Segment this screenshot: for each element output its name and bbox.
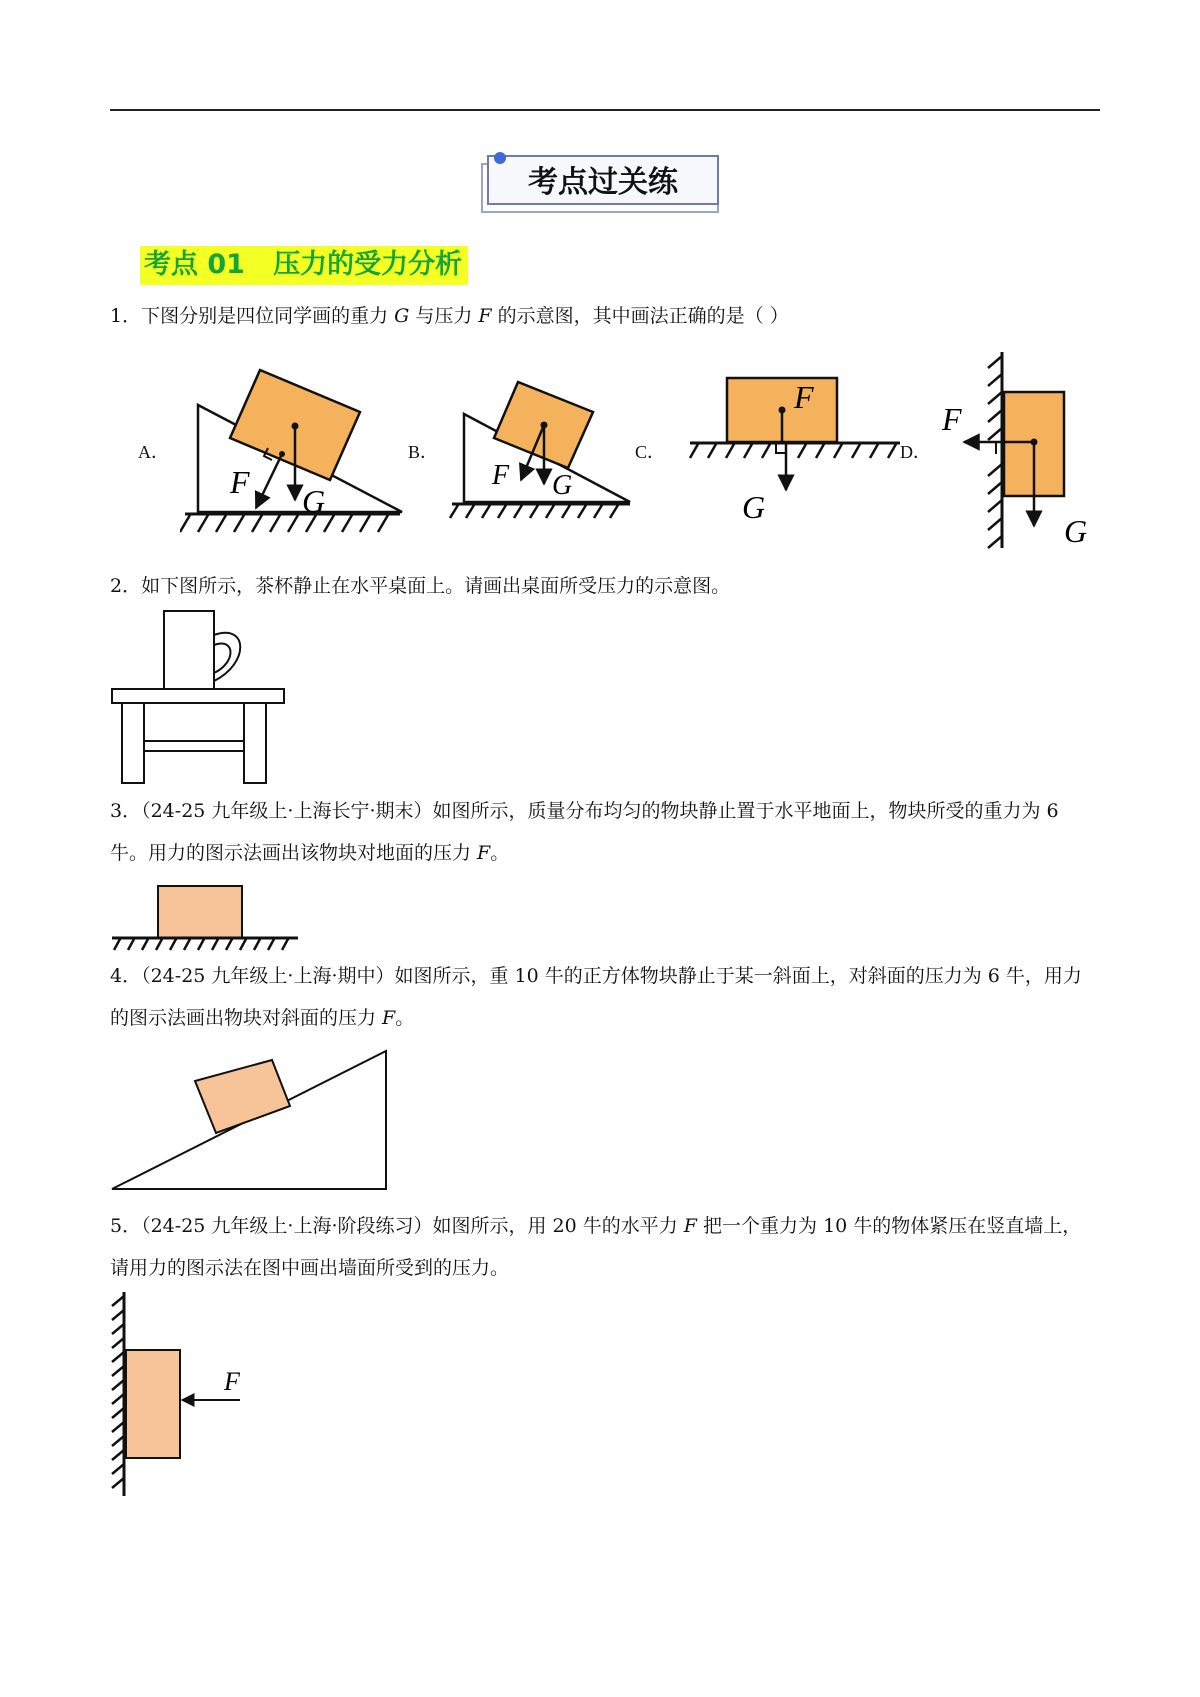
question-number: 2． bbox=[110, 575, 142, 597]
figure-2-cup-on-table bbox=[108, 605, 288, 785]
question-number: 1． bbox=[110, 305, 142, 327]
question-text: 如下图所示，茶杯静止在水平桌面上。请画出桌面所受压力的示意图。 bbox=[141, 575, 731, 597]
section-label: 考点 01 bbox=[144, 249, 245, 280]
question-5 bbox=[110, 1205, 1100, 1289]
question-text: 把一个重力为 10 牛的物体紧压在竖直墙上，请用力的图示法在图中画出墙面所受到的压力。 bbox=[110, 1215, 1082, 1279]
table-top bbox=[112, 689, 284, 703]
header-rule bbox=[110, 109, 1100, 111]
symbol-f: F bbox=[477, 842, 491, 864]
question-text: 与压力 bbox=[409, 305, 479, 327]
question-4 bbox=[110, 955, 1100, 1039]
label-f: F bbox=[794, 379, 814, 415]
figure-1d-wall bbox=[940, 350, 1100, 550]
cup bbox=[164, 611, 214, 689]
label-g: G bbox=[302, 483, 326, 519]
section-title-text: 压力的受力分析 bbox=[273, 249, 463, 280]
label-g: G bbox=[552, 470, 573, 501]
block bbox=[126, 1350, 180, 1458]
question-number: 3． bbox=[110, 800, 142, 822]
question-number: 4． bbox=[110, 965, 142, 987]
question-text: 的示意图，其中画法正确的是（ ） bbox=[491, 305, 789, 327]
figure-1c-flat bbox=[680, 370, 910, 530]
banner-frame bbox=[480, 150, 724, 214]
option-c: C． bbox=[635, 442, 666, 462]
symbol-f: F bbox=[683, 1215, 697, 1237]
symbol-g: G bbox=[394, 305, 410, 327]
question-text: （24-25 九年级上·上海长宁·期末）如图所示，质量分布均匀的物块静止置于水平地面上，物块所受的重力为 6 牛。用力的图示法画出该物块对地面的压力 bbox=[110, 800, 1059, 864]
section-heading bbox=[140, 246, 468, 285]
figure-1b-incline bbox=[440, 372, 640, 522]
option-b: B． bbox=[408, 442, 439, 462]
label-f: F bbox=[492, 460, 510, 491]
ground-hatch bbox=[180, 515, 388, 532]
figure-1a-incline bbox=[180, 360, 410, 540]
option-d: D． bbox=[900, 442, 931, 462]
label-f: F bbox=[230, 464, 250, 500]
label-f: F bbox=[224, 1367, 240, 1396]
symbol-f: F bbox=[382, 1007, 396, 1029]
symbol-f: F bbox=[478, 305, 492, 327]
question-text: （24-25 九年级上·上海·阶段练习）如图所示，用 20 牛的水平力 bbox=[141, 1215, 684, 1237]
label-f: F bbox=[942, 401, 962, 437]
figure-5-block-against-wall bbox=[106, 1290, 266, 1500]
title-banner bbox=[480, 150, 724, 214]
question-text: 下图分别是四位同学画的重力 bbox=[141, 305, 395, 327]
question-text: （24-25 九年级上·上海·期中）如图所示，重 10 牛的正方体物块静止于某一斜面上，对斜面的压力为 6 牛，用力的图示法画出物块对斜面的压力 bbox=[110, 965, 1082, 1029]
banner-title: 考点过关练 bbox=[528, 165, 678, 200]
label-g: G bbox=[1064, 513, 1088, 549]
label-g: G bbox=[742, 489, 766, 525]
question-1 bbox=[110, 295, 1100, 337]
block bbox=[158, 886, 242, 938]
figure-3-block-on-ground bbox=[110, 880, 310, 956]
question-2 bbox=[110, 565, 1100, 607]
question-3 bbox=[110, 790, 1100, 874]
figure-4-block-on-incline bbox=[108, 1045, 398, 1195]
option-a: A． bbox=[138, 442, 169, 462]
banner-dot-icon bbox=[494, 152, 506, 164]
question-number: 5． bbox=[110, 1215, 142, 1237]
question-text: 。 bbox=[490, 842, 510, 864]
question-text: 。 bbox=[395, 1007, 415, 1029]
